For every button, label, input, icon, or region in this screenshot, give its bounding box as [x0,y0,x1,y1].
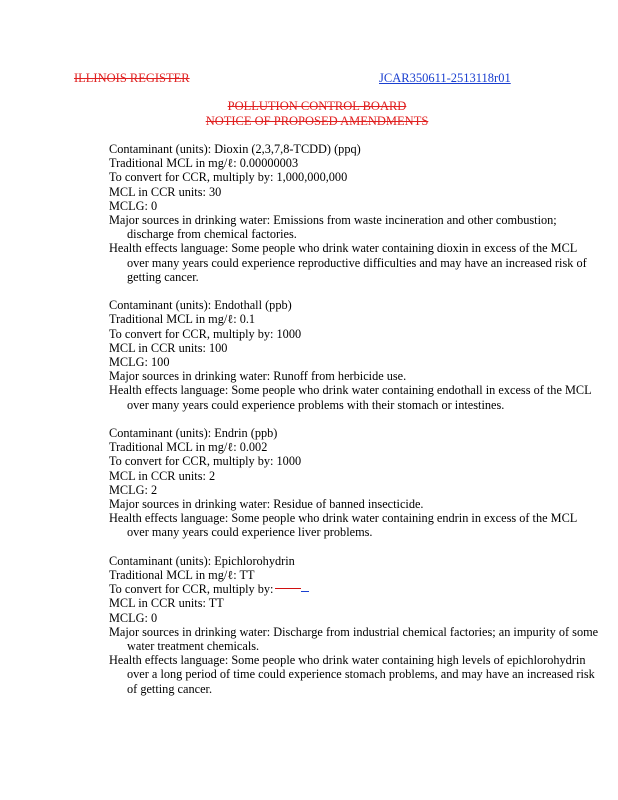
traditional-mcl-line: Traditional MCL in mg/ℓ: 0.002 [109,440,268,455]
convert-line-wrapper [109,582,601,596]
sources-line: Major sources in drinking water: Discharge from industrial chemical factories; an impurity of some water treatment chemicals. [109,624,599,654]
sources-line: Major sources in drinking water: Residue of banned insecticide. [109,497,424,512]
contaminant-line: Contaminant (units): Endrin (ppb) [109,426,278,441]
convert-line: To convert for CCR, multiply by: [109,582,274,597]
mclg-line: MCLG: 0 [109,198,158,213]
mcl-ccr-line: MCL in CCR units: 2 [109,468,216,483]
contaminant-entry-endothall [109,298,601,412]
notice-title: NOTICE OF PROPOSED AMENDMENTS [205,114,429,128]
contaminant-entry-endrin [109,426,601,540]
mclg-line: MCLG: 2 [109,482,158,497]
board-title: POLLUTION CONTROL BOARD [227,99,407,113]
contaminant-line: Contaminant (units): Epichlorohydrin [109,553,295,568]
sources-line: Major sources in drinking water: Emissions from waste incineration and other combustion; discharge from chemical factories. [109,213,557,242]
document-id-link[interactable]: JCAR350611-2513118r01 [379,71,511,85]
mclg-line: MCLG: 100 [109,355,170,370]
traditional-mcl-line: Traditional MCL in mg/ℓ: 0.1 [109,312,256,327]
health-effects-line: Health effects language: Some people who drink water containing high levels of epichlorohydrin over a long period of time could experience stomach problems, and may have an increased risk of getting cancer. [109,653,595,696]
health-effects-line: Health effects language: Some people who drink water containing dioxin in excess of the MCL over many years could experience reproductive difficulties and may have an increased risk of getting cancer. [109,241,587,284]
contaminant-entry-dioxin [109,142,601,284]
convert-line: To convert for CCR, multiply by: 1000 [109,454,302,469]
health-effects-line: Health effects language: Some people who drink water containing endrin in excess of the MCL over many years could experience liver problems. [109,511,577,540]
mcl-ccr-line: MCL in CCR units: 100 [109,340,228,355]
health-effects-line: Health effects language: Some people who drink water containing endothall in excess of the MCL over many years could experience problems with their stomach or intestines. [109,383,592,412]
contaminant-line: Contaminant (units): Endothall (ppb) [109,298,292,313]
insertion-mark [301,591,309,592]
traditional-mcl-line: Traditional MCL in mg/ℓ: TT [109,568,255,583]
mcl-ccr-line: MCL in CCR units: 30 [109,184,222,199]
sources-line: Major sources in drinking water: Runoff from herbicide use. [109,369,407,384]
traditional-mcl-line: Traditional MCL in mg/ℓ: 0.00000003 [109,156,299,171]
mcl-ccr-line: MCL in CCR units: TT [109,596,224,611]
register-header: ILLINOIS REGISTER [74,71,190,85]
convert-line: To convert for CCR, multiply by: 1,000,000,000 [109,170,348,185]
mclg-line: MCLG: 0 [109,610,158,625]
contaminant-entry-epichlorohydrin [109,554,601,696]
deletion-mark [275,588,301,589]
document-body [109,142,601,710]
convert-line: To convert for CCR, multiply by: 1000 [109,326,302,341]
contaminant-line: Contaminant (units): Dioxin (2,3,7,8-TCDD) (ppq) [109,142,361,156]
